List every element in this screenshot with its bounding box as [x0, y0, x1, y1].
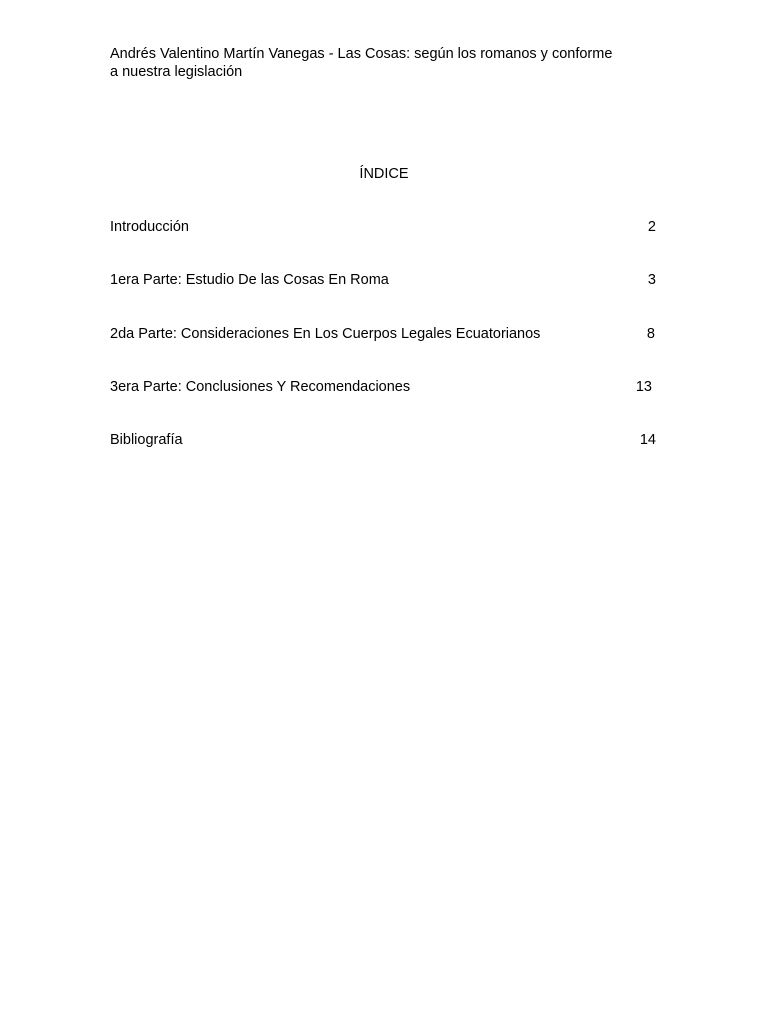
toc-entry-label: 3era Parte: Conclusiones Y Recomendaciones	[110, 378, 411, 395]
toc-entry-page-number: 2	[647, 219, 656, 235]
toc-entry-part-2	[110, 325, 656, 378]
document-header	[110, 45, 660, 81]
header-line-1: Andrés Valentino Martín Vanegas - Las Cosas: según los romanos y conforme	[110, 46, 613, 62]
toc-entry-label: Bibliografía	[110, 432, 183, 449]
header-line-2: a nuestra legislación	[110, 64, 243, 80]
toc-entry-page-number: 13	[635, 378, 652, 395]
toc-entry-part-3	[110, 378, 656, 431]
toc-entry-introduccion	[110, 218, 656, 271]
toc-entry-page-number: 8	[646, 325, 655, 342]
toc-entry-label: 1era Parte: Estudio De las Cosas En Roma	[110, 272, 389, 289]
table-of-contents	[110, 218, 656, 484]
toc-entry-label: Introducción	[110, 219, 189, 235]
toc-entry-label: 2da Parte: Consideraciones En Los Cuerpos Legales Ecuatorianos	[110, 325, 541, 342]
toc-entry-page-number: 3	[647, 272, 656, 289]
toc-entry-part-1	[110, 271, 656, 324]
index-title: ÍNDICE	[359, 166, 409, 182]
toc-entry-page-number: 14	[639, 432, 656, 449]
toc-entry-bibliografia	[110, 431, 656, 484]
